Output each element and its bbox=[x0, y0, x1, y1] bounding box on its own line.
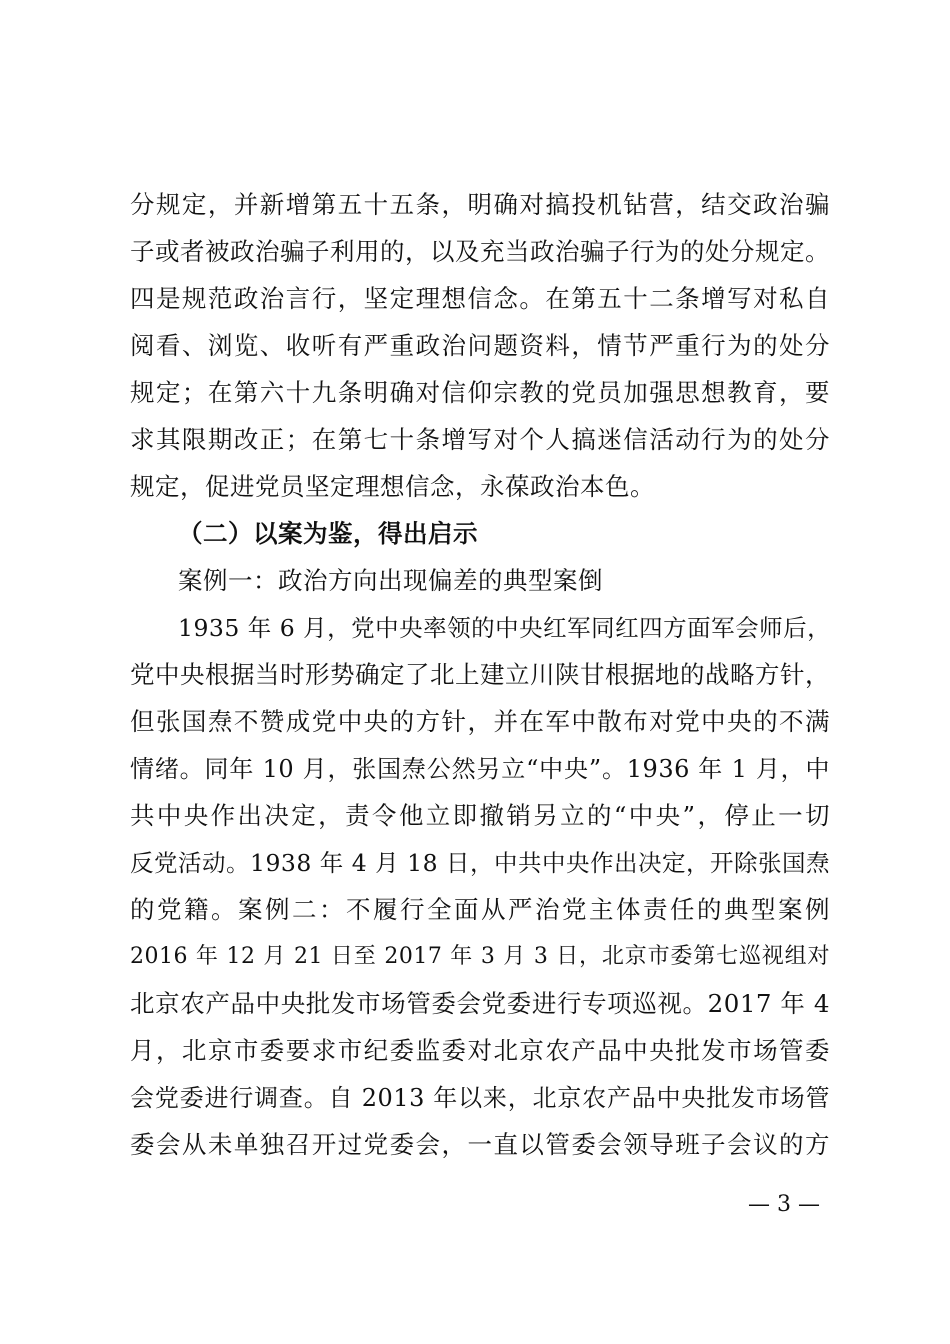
text-line-2: 子或者被政治骗子利用的，以及充当政治骗子行为的处分规定。 bbox=[130, 237, 830, 266]
page-number: — 3 — bbox=[748, 1192, 820, 1217]
text-line-17: 2016 年 12 月 21 日至 2017 年 3 月 3 日，北京市委第七巡视组对 bbox=[130, 944, 830, 969]
text-line-10: 1935 年 6 月，党中央率领的中央红军同红四方面军会师后， bbox=[178, 614, 832, 642]
case-one-title: 案例一：政治方向出现偏差的典型案倒 bbox=[178, 566, 603, 595]
text-line-4: 阅看、浏览、收听有严重政治问题资料，情节严重行为的处分 bbox=[130, 331, 830, 360]
text-line-1: 分规定，并新增第五十五条，明确对搞投机钻营，结交政治骗 bbox=[130, 190, 830, 219]
text-line-6: 求其限期改正；在第七十条增写对个人搞迷信活动行为的处分 bbox=[130, 425, 830, 454]
text-line-14: 共中央作出决定，责令他立即撤销另立的“中央”，停止一切 bbox=[130, 801, 830, 830]
text-line-3: 四是规范政治言行，坚定理想信念。在第五十二条增写对私自 bbox=[130, 284, 830, 313]
section-heading: （二）以案为鉴，得出启示 bbox=[178, 519, 478, 548]
text-line-20: 会党委进行调查。自 2013 年以来，北京农产品中央批发市场管 bbox=[130, 1084, 830, 1112]
text-line-21: 委会从未单独召开过党委会，一直以管委会领导班子会议的方 bbox=[130, 1130, 830, 1159]
text-line-12: 但张国焘不赞成党中央的方针，并在军中散布对党中央的不满 bbox=[130, 707, 830, 736]
text-line-11: 党中央根据当时形势确定了北上建立川陕甘根据地的战略方针， bbox=[130, 660, 830, 689]
text-line-18: 北京农产品中央批发市场管委会党委进行专项巡视。2017 年 4 bbox=[130, 989, 830, 1018]
text-line-13: 情绪。同年 10 月，张国焘公然另立“中央”。1936 年 1 月，中 bbox=[130, 755, 830, 783]
text-line-5: 规定；在第六十九条明确对信仰宗教的党员加强思想教育，要 bbox=[130, 378, 830, 407]
text-line-7: 规定，促进党员坚定理想信念，永葆政治本色。 bbox=[130, 472, 655, 501]
text-line-19: 月，北京市委要求市纪委监委对北京农产品中央批发市场管委 bbox=[130, 1036, 830, 1065]
text-line-16: 的党籍。案例二：不履行全面从严治党主体责任的典型案例 bbox=[130, 895, 830, 924]
text-line-15: 反党活动。1938 年 4 月 18 日，中共中央作出决定，开除张国焘 bbox=[130, 849, 831, 877]
